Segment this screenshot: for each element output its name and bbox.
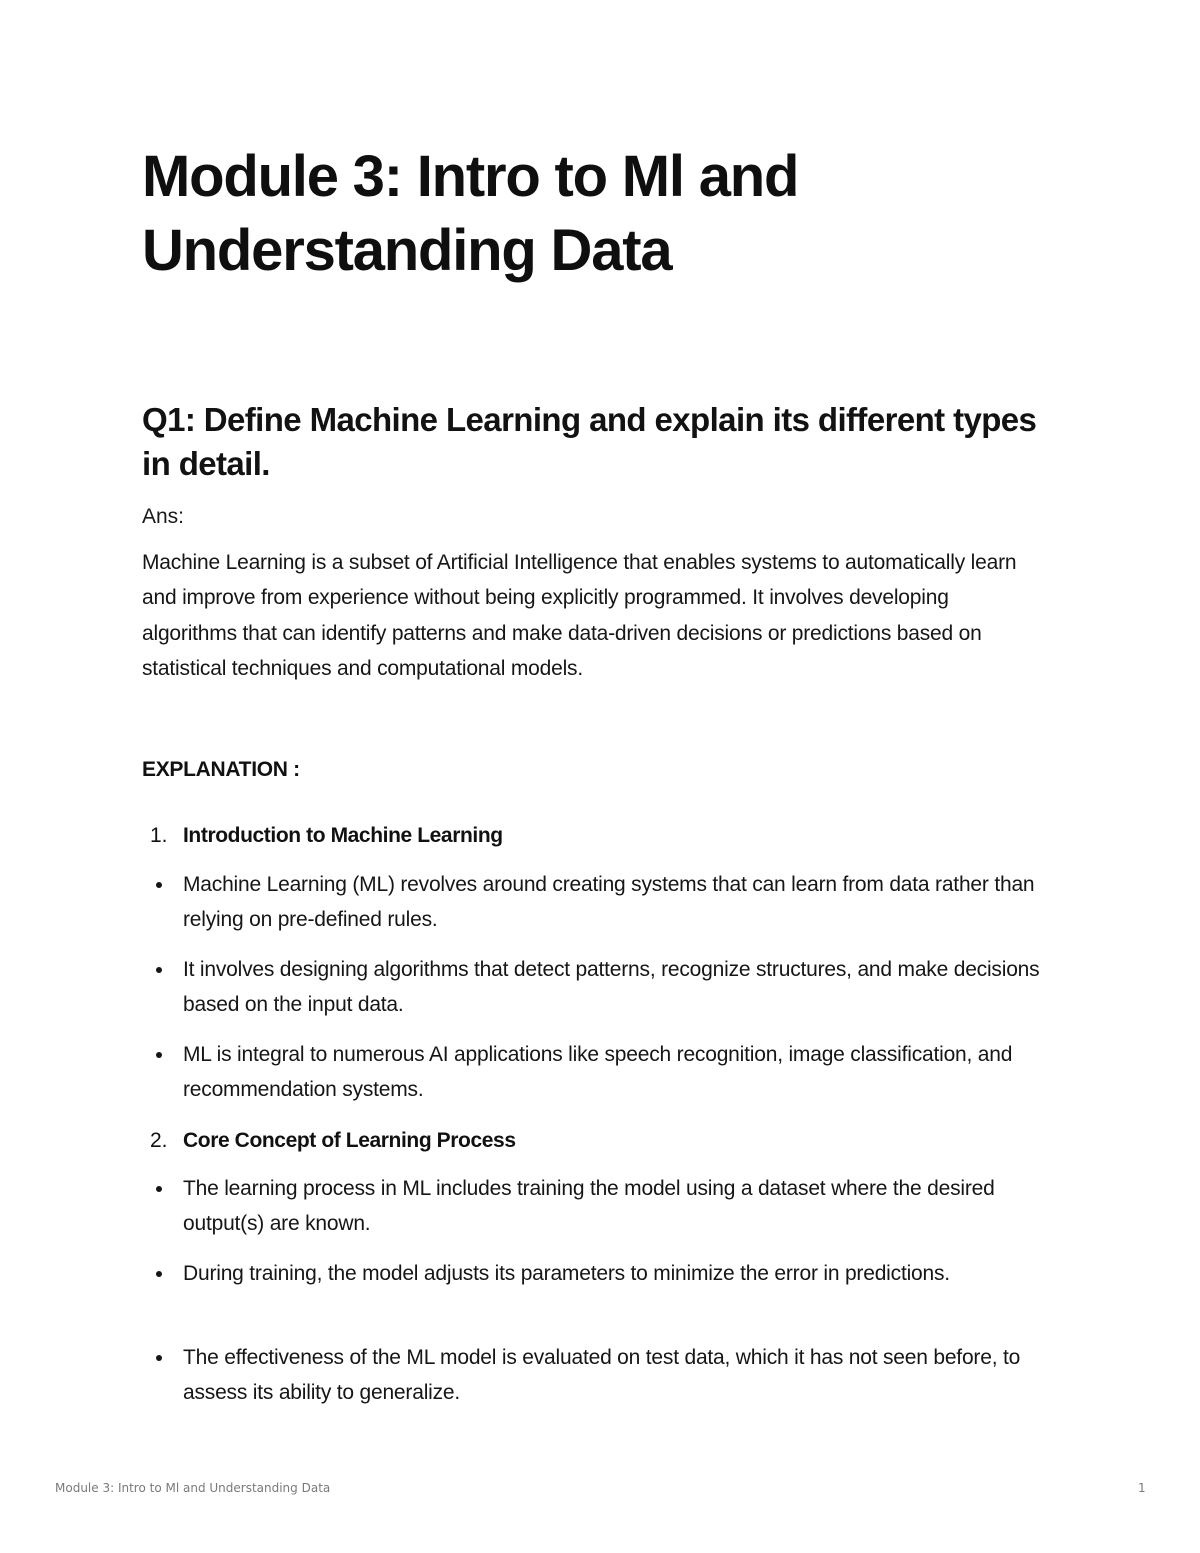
bullet-dot-icon xyxy=(156,1052,162,1058)
list-item-text: The effectiveness of the ML model is evaluated on test data, which it has not seen before, to assess its ability to generalize. xyxy=(183,1346,1021,1405)
answer-paragraph: Machine Learning is a subset of Artificial Intelligence that enables systems to automatically learn and improve from experience without being explicitly programmed. It involves developing algorithms that can identify patterns and make data-driven decisions or predictions based on statistical techniques and computational models. xyxy=(142,551,1017,681)
list-item xyxy=(142,1340,1062,1411)
list-item-text: During training, the model adjusts its parameters to minimize the error in predictions. xyxy=(183,1262,950,1285)
list-item xyxy=(142,1037,1062,1108)
section-number: 2. xyxy=(150,1129,168,1152)
section-title: Introduction to Machine Learning xyxy=(183,824,503,847)
bullet-dot-icon xyxy=(156,1355,162,1361)
footer-page-number: 1 xyxy=(1138,1481,1146,1495)
list-item xyxy=(142,867,1062,938)
bullet-dot-icon xyxy=(156,882,162,888)
bullet-dot-icon xyxy=(156,1271,162,1277)
footer-document-title: Module 3: Intro to Ml and Understanding Data xyxy=(55,1481,331,1495)
answer-label: Ans: xyxy=(142,505,185,528)
list-item-text: ML is integral to numerous AI applications like speech recognition, image classification, and recommendation systems. xyxy=(183,1043,1013,1102)
list-item-text: Machine Learning (ML) revolves around creating systems that can learn from data rather than relying on pre-defined rules. xyxy=(183,873,1035,932)
document-title: Module 3: Intro to Ml and Understanding Data xyxy=(142,144,799,283)
bullet-dot-icon xyxy=(156,967,162,973)
list-item-text: The learning process in ML includes training the model using a dataset where the desired output(s) are known. xyxy=(183,1177,995,1236)
list-item xyxy=(142,952,1062,1023)
section-number: 1. xyxy=(150,824,168,847)
section-title: Core Concept of Learning Process xyxy=(183,1129,516,1152)
explanation-label: EXPLANATION : xyxy=(142,758,300,781)
list-item-text: It involves designing algorithms that detect patterns, recognize structures, and make decisions based on the input data. xyxy=(183,958,1040,1017)
list-item xyxy=(142,1171,1062,1242)
bullet-dot-icon xyxy=(156,1186,162,1192)
list-item xyxy=(142,1256,1062,1291)
question-heading: Q1: Define Machine Learning and explain its different types in detail. xyxy=(142,401,1037,482)
